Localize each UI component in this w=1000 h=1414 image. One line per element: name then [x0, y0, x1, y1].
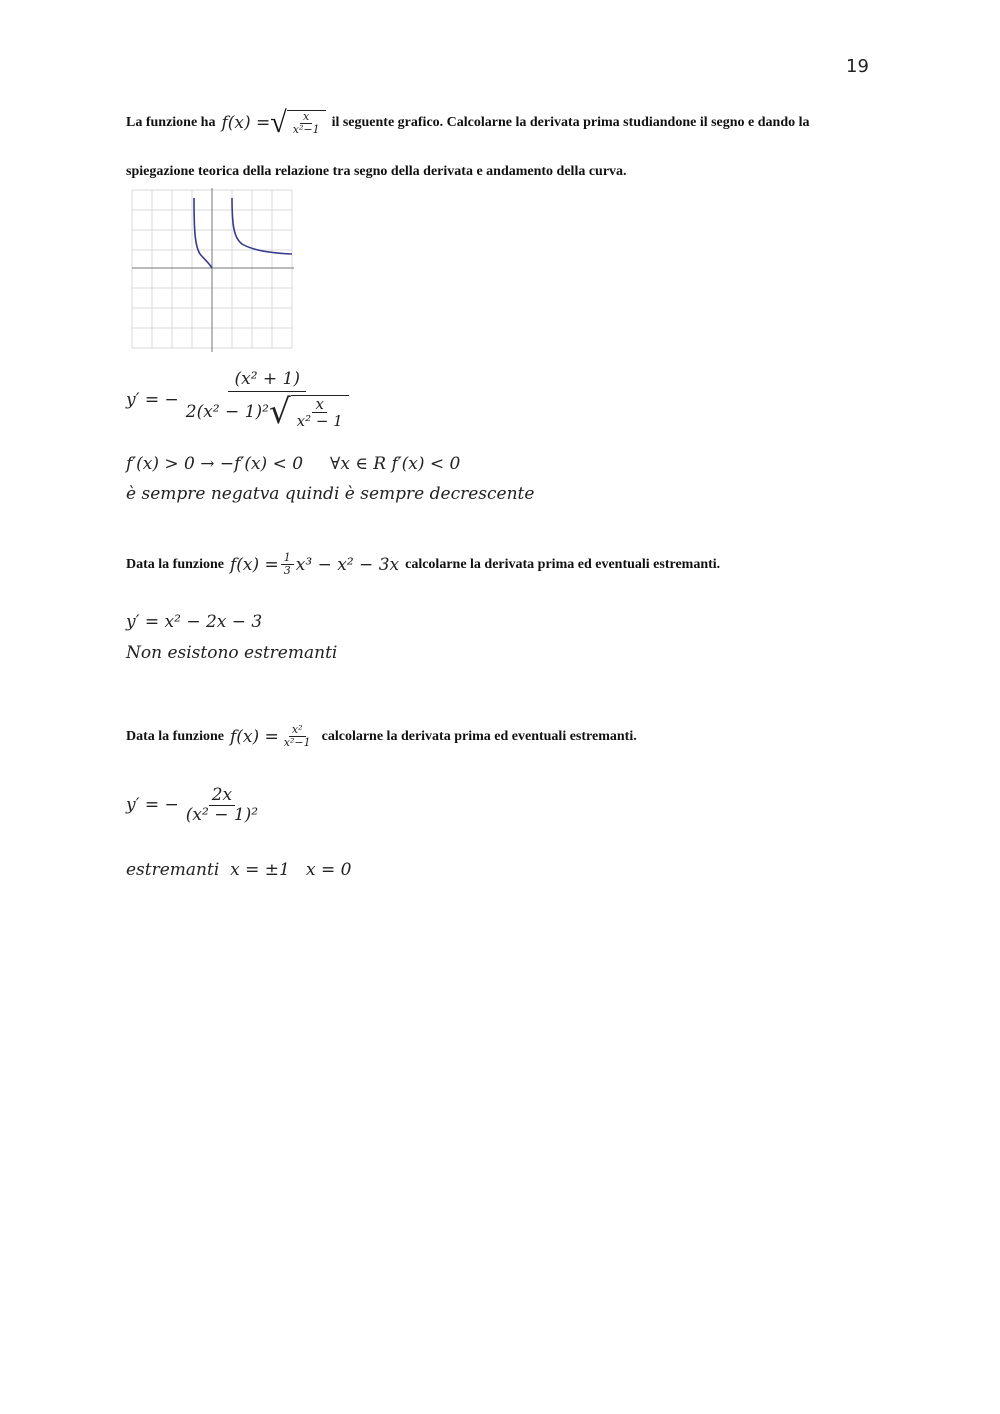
exercise3-intro-prefix: Data la funzione [126, 728, 224, 744]
exercise1-intro-line2: spiegazione teorica della relazione tra segno della derivata e andamento della curva. [126, 164, 627, 179]
exercise2-func-rest: x³ − x² − 3x [295, 554, 400, 575]
sqrt-symbol: √ [268, 392, 291, 433]
exercise3-derivative-den: (x² − 1)² [185, 804, 259, 825]
exercise2-intro [126, 552, 720, 577]
exercise1-intro-line1 [126, 108, 810, 138]
exercise3-intro [126, 724, 637, 749]
exercise1-conclusion: è sempre negatva quindi è sempre decrescente [126, 484, 535, 504]
function-graph [128, 186, 298, 354]
exercise1-func-den: x²−1 [292, 123, 320, 136]
exercise1-derivative-sqrt-num: x [312, 396, 326, 414]
exercise1-derivative [126, 369, 352, 433]
exercise3-intro-suffix: calcolarne la derivata prima ed eventuali estremanti. [321, 728, 637, 744]
exercise1-func-lhs: f(x) = [221, 113, 271, 133]
exercise3-derivative [126, 786, 261, 824]
exercise2-conclusion: Non esistono estremanti [126, 643, 338, 663]
exercise2-intro-suffix: calcolarne la derivata prima ed eventuali estremanti. [405, 556, 721, 572]
exercise3-func-den: x²−1 [283, 736, 311, 750]
exercise1-intro-suffix: il seguente grafico. Calcolarne la derivata prima studiandone il segno e dando la [331, 115, 810, 130]
exercise1-sign-line: f′(x) > 0 → −f′(x) < 0 ∀x ∈ R f′(x) < 0 [126, 454, 461, 474]
exercise1-intro-prefix: La funzione ha [126, 115, 216, 130]
exercise1-derivative-num: (x² + 1) [228, 370, 306, 392]
exercise1-derivative-lhs: y′ = − [126, 389, 179, 410]
exercise1-derivative-sqrt-den: x² − 1 [296, 412, 343, 431]
page-number: 19 [846, 56, 869, 77]
exercise1-derivative-den-prefix: 2(x² − 1)² [185, 401, 269, 422]
exercise3-conclusion: estremanti x = ±1 x = 0 [126, 860, 352, 880]
exercise1-func-num: x [300, 111, 312, 124]
exercise2-derivative: y′ = x² − 2x − 3 [126, 612, 263, 632]
exercise2-frac-num: 1 [281, 552, 294, 565]
exercise2-frac-den: 3 [283, 564, 291, 578]
exercise3-func-lhs: f(x) = [230, 726, 279, 747]
exercise3-derivative-num: 2x [209, 786, 235, 806]
exercise2-func-lhs: f(x) = [230, 554, 279, 575]
sqrt-symbol: √ [270, 106, 287, 139]
exercise3-derivative-lhs: y′ = − [126, 795, 179, 816]
graph-curve-right [232, 198, 292, 254]
exercise2-intro-prefix: Data la funzione [126, 556, 224, 572]
exercise3-func-num: x² [289, 724, 306, 737]
graph-curve-left [194, 198, 212, 268]
